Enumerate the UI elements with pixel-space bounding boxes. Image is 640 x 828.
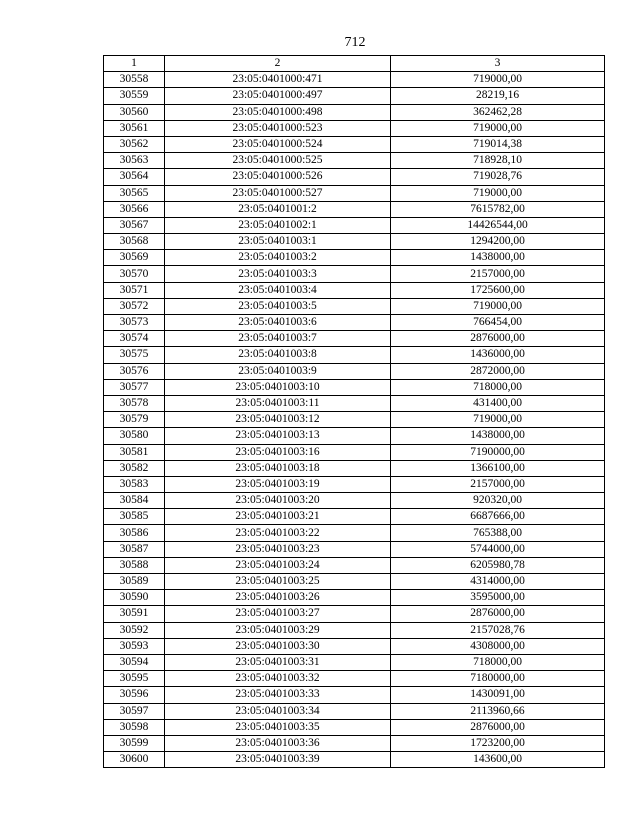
row-number-cell: 30565	[104, 185, 165, 201]
value-cell: 362462,28	[391, 104, 605, 120]
table-body	[104, 56, 605, 768]
row-number-cell: 30588	[104, 557, 165, 573]
row-number-cell: 30587	[104, 541, 165, 557]
column-header-2: 2	[165, 56, 391, 72]
cadastral-number-cell: 23:05:0401000:524	[165, 136, 391, 152]
table-row	[104, 395, 605, 411]
table-row	[104, 428, 605, 444]
cadastral-number-cell: 23:05:0401003:34	[165, 703, 391, 719]
row-number-cell: 30561	[104, 120, 165, 136]
row-number-cell: 30566	[104, 201, 165, 217]
value-cell: 4314000,00	[391, 574, 605, 590]
value-cell: 431400,00	[391, 395, 605, 411]
page-number: 712	[344, 35, 366, 50]
table-row	[104, 412, 605, 428]
row-number-cell: 30600	[104, 752, 165, 768]
cadastral-number-cell: 23:05:0401003:24	[165, 557, 391, 573]
value-cell: 719000,00	[391, 120, 605, 136]
cadastral-number-cell: 23:05:0401000:471	[165, 72, 391, 88]
cadastral-number-cell: 23:05:0401003:31	[165, 654, 391, 670]
row-number-cell: 30574	[104, 331, 165, 347]
cadastral-number-cell: 23:05:0401003:32	[165, 671, 391, 687]
row-number-cell: 30593	[104, 638, 165, 654]
value-cell: 1725600,00	[391, 282, 605, 298]
table-row	[104, 298, 605, 314]
table-row	[104, 476, 605, 492]
table-row	[104, 638, 605, 654]
cadastral-number-cell: 23:05:0401003:16	[165, 444, 391, 460]
table-row	[104, 347, 605, 363]
value-cell: 719000,00	[391, 298, 605, 314]
table-row	[104, 282, 605, 298]
row-number-cell: 30571	[104, 282, 165, 298]
row-number-cell: 30558	[104, 72, 165, 88]
table-row	[104, 703, 605, 719]
value-cell: 5744000,00	[391, 541, 605, 557]
value-cell: 7615782,00	[391, 201, 605, 217]
cadastral-number-cell: 23:05:0401000:526	[165, 169, 391, 185]
cadastral-value-table	[103, 55, 605, 768]
cadastral-number-cell: 23:05:0401003:8	[165, 347, 391, 363]
row-number-cell: 30570	[104, 266, 165, 282]
table-row	[104, 752, 605, 768]
table-row	[104, 201, 605, 217]
table-row	[104, 315, 605, 331]
table-row	[104, 719, 605, 735]
table-row	[104, 217, 605, 233]
table-row	[104, 509, 605, 525]
cadastral-number-cell: 23:05:0401003:13	[165, 428, 391, 444]
cadastral-number-cell: 23:05:0401000:498	[165, 104, 391, 120]
cadastral-number-cell: 23:05:0401000:523	[165, 120, 391, 136]
row-number-cell: 30578	[104, 395, 165, 411]
table-row	[104, 379, 605, 395]
cadastral-number-cell: 23:05:0401003:19	[165, 476, 391, 492]
value-cell: 2872000,00	[391, 363, 605, 379]
table-row	[104, 735, 605, 751]
cadastral-number-cell: 23:05:0401003:1	[165, 234, 391, 250]
value-cell: 2113960,66	[391, 703, 605, 719]
value-cell: 920320,00	[391, 493, 605, 509]
row-number-cell: 30576	[104, 363, 165, 379]
table-row	[104, 557, 605, 573]
table-row	[104, 671, 605, 687]
value-cell: 766454,00	[391, 315, 605, 331]
cadastral-number-cell: 23:05:0401003:25	[165, 574, 391, 590]
value-cell: 143600,00	[391, 752, 605, 768]
cadastral-number-cell: 23:05:0401003:9	[165, 363, 391, 379]
value-cell: 718000,00	[391, 654, 605, 670]
row-number-cell: 30563	[104, 153, 165, 169]
table-row	[104, 363, 605, 379]
table-row	[104, 541, 605, 557]
row-number-cell: 30599	[104, 735, 165, 751]
table-row	[104, 234, 605, 250]
cadastral-number-cell: 23:05:0401003:30	[165, 638, 391, 654]
cadastral-number-cell: 23:05:0401003:10	[165, 379, 391, 395]
value-cell: 718000,00	[391, 379, 605, 395]
table-row	[104, 266, 605, 282]
row-number-cell: 30564	[104, 169, 165, 185]
value-cell: 3595000,00	[391, 590, 605, 606]
cadastral-number-cell: 23:05:0401003:6	[165, 315, 391, 331]
row-number-cell: 30586	[104, 525, 165, 541]
value-cell: 4308000,00	[391, 638, 605, 654]
row-number-cell: 30572	[104, 298, 165, 314]
table-row	[104, 444, 605, 460]
cadastral-number-cell: 23:05:0401003:12	[165, 412, 391, 428]
row-number-cell: 30582	[104, 460, 165, 476]
cadastral-number-cell: 23:05:0401003:5	[165, 298, 391, 314]
row-number-cell: 30592	[104, 622, 165, 638]
value-cell: 719028,76	[391, 169, 605, 185]
cadastral-number-cell: 23:05:0401003:20	[165, 493, 391, 509]
cadastral-number-cell: 23:05:0401003:29	[165, 622, 391, 638]
row-number-cell: 30595	[104, 671, 165, 687]
row-number-cell: 30598	[104, 719, 165, 735]
value-cell: 6205980,78	[391, 557, 605, 573]
cadastral-number-cell: 23:05:0401003:26	[165, 590, 391, 606]
cadastral-number-cell: 23:05:0401003:11	[165, 395, 391, 411]
value-cell: 2876000,00	[391, 331, 605, 347]
table-row	[104, 104, 605, 120]
row-number-cell: 30589	[104, 574, 165, 590]
row-number-cell: 30585	[104, 509, 165, 525]
cadastral-number-cell: 23:05:0401003:4	[165, 282, 391, 298]
table-row	[104, 460, 605, 476]
value-cell: 1366100,00	[391, 460, 605, 476]
cadastral-number-cell: 23:05:0401003:36	[165, 735, 391, 751]
column-header-3: 3	[391, 56, 605, 72]
value-cell: 718928,10	[391, 153, 605, 169]
value-cell: 1438000,00	[391, 428, 605, 444]
value-cell: 6687666,00	[391, 509, 605, 525]
value-cell: 2157000,00	[391, 266, 605, 282]
value-cell: 719000,00	[391, 185, 605, 201]
value-cell: 1436000,00	[391, 347, 605, 363]
row-number-cell: 30560	[104, 104, 165, 120]
table-row	[104, 590, 605, 606]
row-number-cell: 30562	[104, 136, 165, 152]
row-number-cell: 30573	[104, 315, 165, 331]
value-cell: 2876000,00	[391, 719, 605, 735]
value-cell: 7180000,00	[391, 671, 605, 687]
table-row	[104, 331, 605, 347]
value-cell: 2876000,00	[391, 606, 605, 622]
cadastral-number-cell: 23:05:0401000:497	[165, 88, 391, 104]
table-row	[104, 687, 605, 703]
table-row	[104, 654, 605, 670]
cadastral-number-cell: 23:05:0401003:23	[165, 541, 391, 557]
table-row	[104, 185, 605, 201]
value-cell: 7190000,00	[391, 444, 605, 460]
cadastral-number-cell: 23:05:0401003:7	[165, 331, 391, 347]
row-number-cell: 30597	[104, 703, 165, 719]
cadastral-number-cell: 23:05:0401003:27	[165, 606, 391, 622]
row-number-cell: 30580	[104, 428, 165, 444]
value-cell: 14426544,00	[391, 217, 605, 233]
table-row	[104, 169, 605, 185]
cadastral-number-cell: 23:05:0401003:35	[165, 719, 391, 735]
row-number-cell: 30559	[104, 88, 165, 104]
table-row	[104, 72, 605, 88]
table-header-row	[104, 56, 605, 72]
value-cell: 1723200,00	[391, 735, 605, 751]
cadastral-number-cell: 23:05:0401003:33	[165, 687, 391, 703]
cadastral-number-cell: 23:05:0401003:3	[165, 266, 391, 282]
cadastral-number-cell: 23:05:0401000:527	[165, 185, 391, 201]
row-number-cell: 30591	[104, 606, 165, 622]
cadastral-number-cell: 23:05:0401000:525	[165, 153, 391, 169]
cadastral-number-cell: 23:05:0401002:1	[165, 217, 391, 233]
table-row	[104, 622, 605, 638]
row-number-cell: 30568	[104, 234, 165, 250]
row-number-cell: 30596	[104, 687, 165, 703]
row-number-cell: 30579	[104, 412, 165, 428]
table-row	[104, 493, 605, 509]
value-cell: 719000,00	[391, 72, 605, 88]
row-number-cell: 30594	[104, 654, 165, 670]
table-row	[104, 120, 605, 136]
table-row	[104, 574, 605, 590]
row-number-cell: 30569	[104, 250, 165, 266]
table-row	[104, 606, 605, 622]
row-number-cell: 30577	[104, 379, 165, 395]
row-number-cell: 30584	[104, 493, 165, 509]
row-number-cell: 30583	[104, 476, 165, 492]
value-cell: 2157028,76	[391, 622, 605, 638]
cadastral-number-cell: 23:05:0401003:2	[165, 250, 391, 266]
cadastral-number-cell: 23:05:0401003:22	[165, 525, 391, 541]
cadastral-number-cell: 23:05:0401001:2	[165, 201, 391, 217]
table-row	[104, 525, 605, 541]
table-row	[104, 136, 605, 152]
cadastral-number-cell: 23:05:0401003:39	[165, 752, 391, 768]
table-row	[104, 88, 605, 104]
value-cell: 1430091,00	[391, 687, 605, 703]
cadastral-number-cell: 23:05:0401003:18	[165, 460, 391, 476]
row-number-cell: 30575	[104, 347, 165, 363]
cadastral-number-cell: 23:05:0401003:21	[165, 509, 391, 525]
row-number-cell: 30590	[104, 590, 165, 606]
column-header-1: 1	[104, 56, 165, 72]
row-number-cell: 30581	[104, 444, 165, 460]
value-cell: 2157000,00	[391, 476, 605, 492]
table-row	[104, 250, 605, 266]
value-cell: 1438000,00	[391, 250, 605, 266]
value-cell: 28219,16	[391, 88, 605, 104]
table-row	[104, 153, 605, 169]
value-cell: 719014,38	[391, 136, 605, 152]
value-cell: 765388,00	[391, 525, 605, 541]
value-cell: 719000,00	[391, 412, 605, 428]
value-cell: 1294200,00	[391, 234, 605, 250]
row-number-cell: 30567	[104, 217, 165, 233]
